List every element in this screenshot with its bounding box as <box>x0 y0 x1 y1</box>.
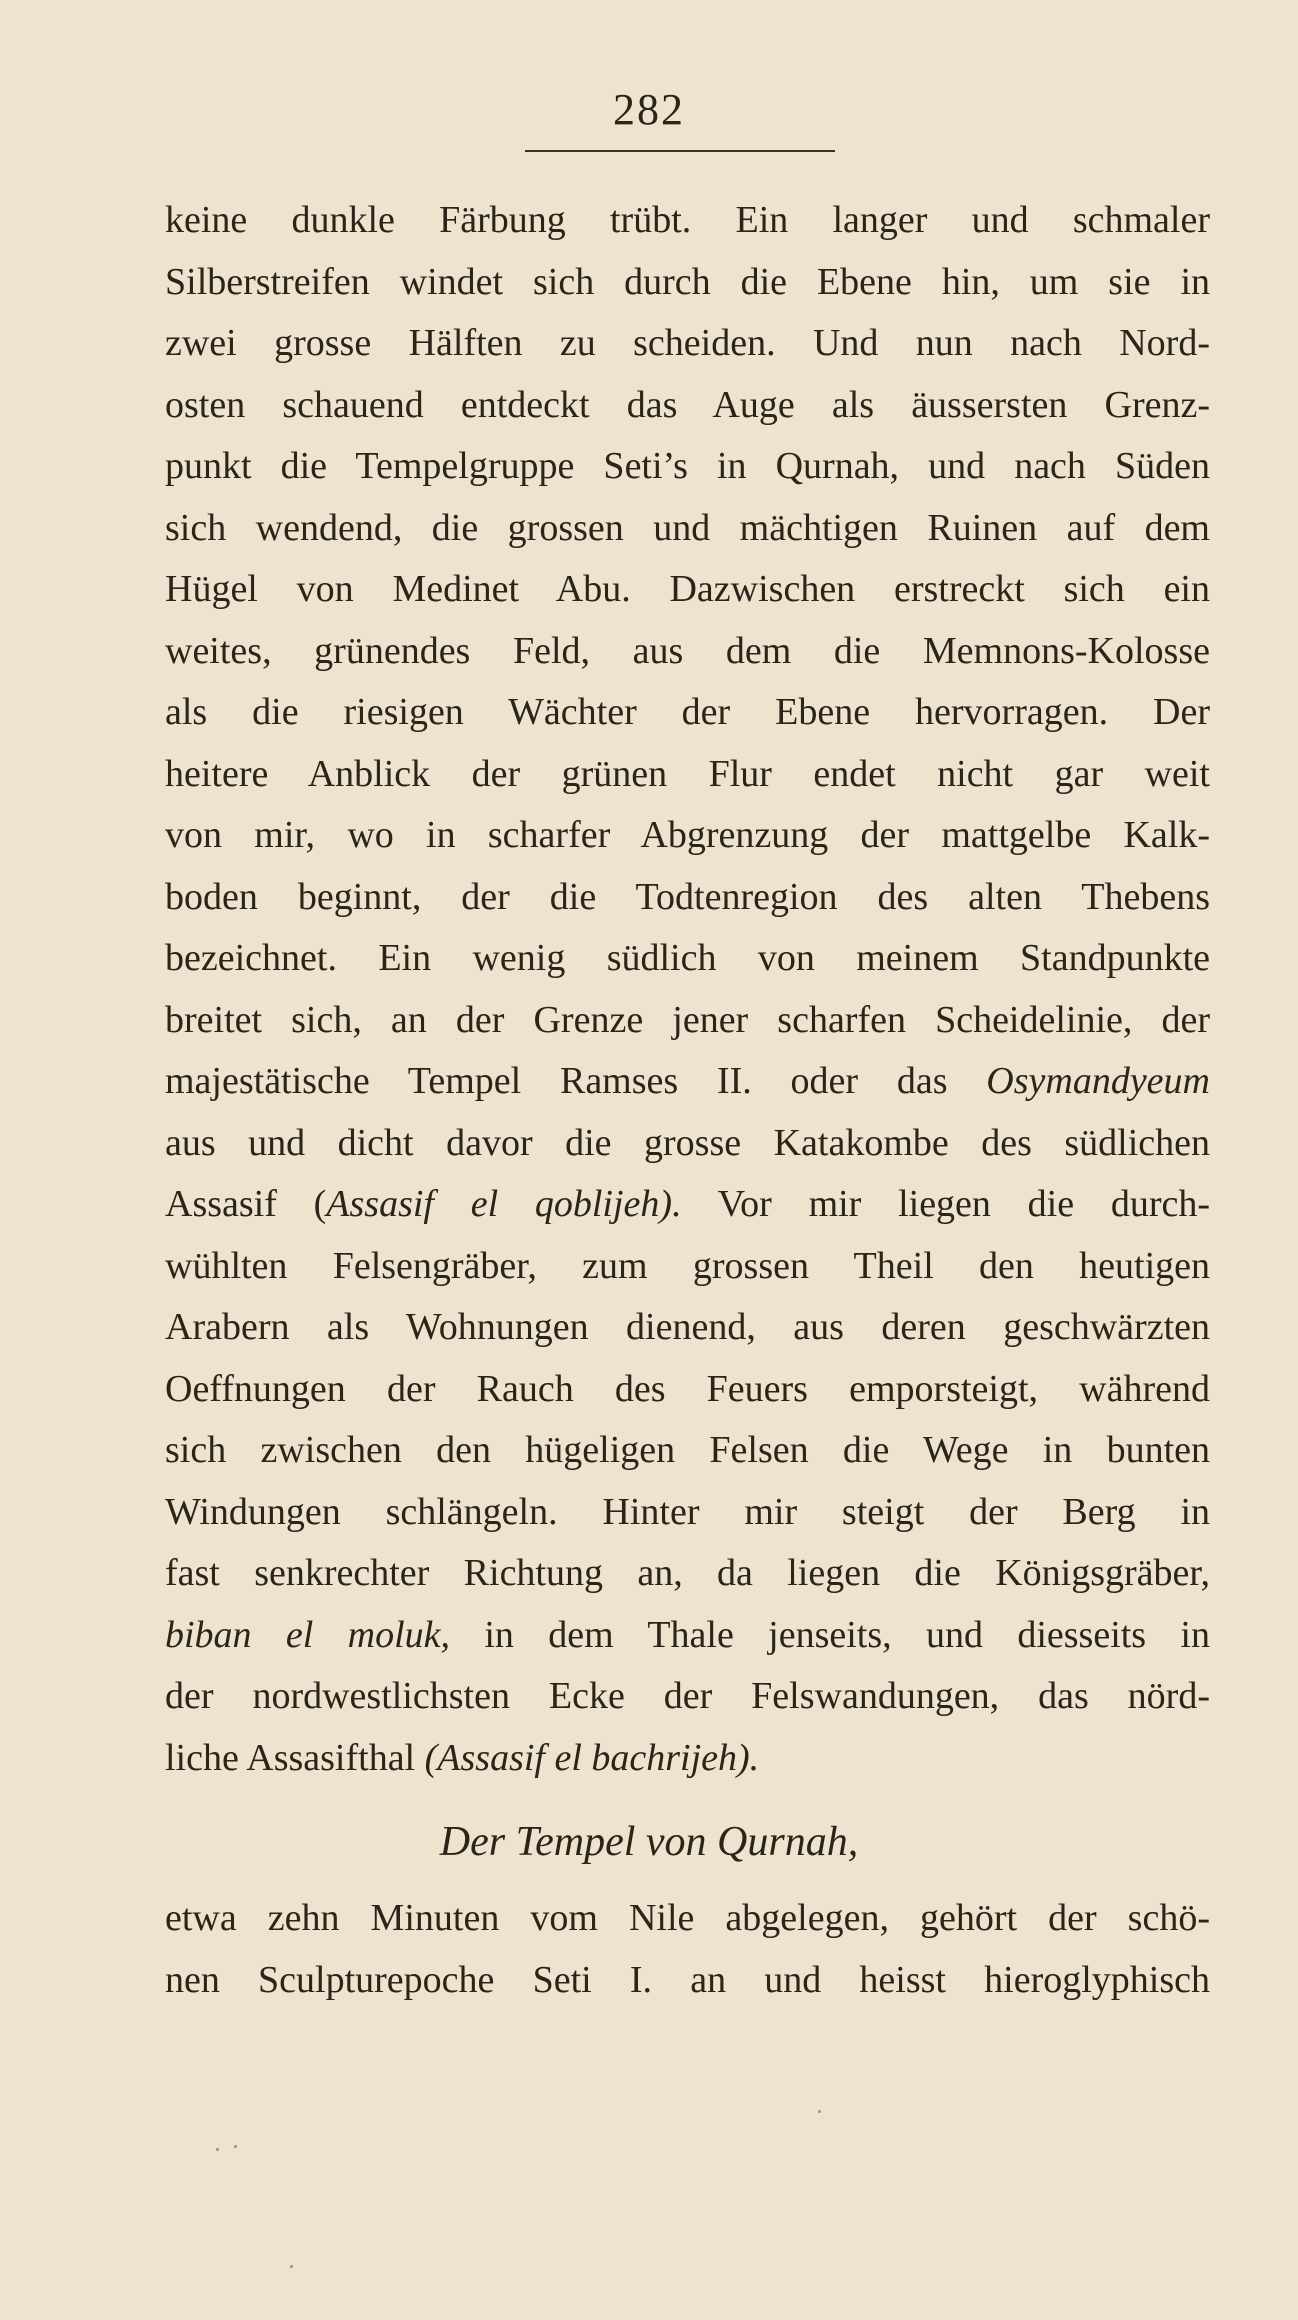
text-line <box>165 375 1210 437</box>
text-segment: fast senkrechter Richtung an, da liegen die Königsgräber, <box>165 1552 1210 1594</box>
text-line <box>165 1950 1210 2012</box>
page-number: 282 <box>613 85 685 134</box>
text-segment: etwa zehn Minuten vom Nile abgelegen, gehört der schö- <box>165 1897 1210 1939</box>
paper-speck <box>290 2265 293 2268</box>
text-line <box>165 313 1210 375</box>
paper-speck <box>216 2148 219 2151</box>
text-line <box>165 682 1210 744</box>
text-line <box>165 498 1210 560</box>
text-line <box>165 1297 1210 1359</box>
italic-segment: (Assasif el bachrijeh). <box>424 1736 760 1779</box>
text-line <box>165 928 1210 990</box>
text-segment: der nordwestlichsten Ecke der Felswandungen, das nörd- <box>165 1675 1210 1717</box>
text-segment: liche Assasifthal <box>165 1736 425 1779</box>
text-segment: Assasif ( <box>165 1183 327 1225</box>
paragraph-temple-intro <box>165 1888 1210 2011</box>
italic-segment: biban el moluk, <box>165 1613 451 1656</box>
text-segment: Windungen schlängeln. Hinter mir steigt der Berg in <box>165 1490 1210 1533</box>
text-line <box>165 190 1210 252</box>
text-segment: wühlten Felsengräber, zum grossen Theil den heutigen <box>165 1244 1210 1287</box>
text-segment: boden beginnt, der die Todtenregion des alten Thebens <box>165 875 1210 918</box>
text-segment: aus und dicht davor die grosse Katakombe des südlichen <box>165 1121 1210 1164</box>
text-segment: zwei grosse Hälften zu scheiden. Und nun nach Nord- <box>165 322 1210 364</box>
text-line <box>165 990 1210 1052</box>
text-line <box>165 1543 1210 1605</box>
italic-segment: Assasif el qoblijeh). <box>326 1183 682 1225</box>
header-rule <box>525 150 835 152</box>
paragraph-main <box>165 190 1210 1789</box>
text-segment: in dem Thale jenseits, und diesseits in <box>450 1613 1210 1656</box>
text-line <box>165 1236 1210 1298</box>
paper-speck <box>818 2110 821 2113</box>
text-segment: breitet sich, an der Grenze jener scharfen Scheidelinie, der <box>165 998 1210 1041</box>
text-line <box>165 867 1210 929</box>
text-segment: Arabern als Wohnungen dienend, aus deren geschwärzten <box>165 1306 1210 1348</box>
text-segment: Vor mir liegen die durch- <box>681 1183 1210 1225</box>
text-segment: heitere Anblick der grünen Flur endet nicht gar weit <box>165 752 1210 795</box>
text-segment: sich wendend, die grossen und mächtigen Ruinen auf dem <box>165 506 1210 549</box>
text-line <box>165 1888 1210 1950</box>
text-segment: punkt die Tempelgruppe Seti’s in Qurnah, und nach Süden <box>165 445 1210 487</box>
text-line <box>165 252 1210 314</box>
text-segment: keine dunkle Färbung trübt. Ein langer und schmaler <box>165 199 1210 241</box>
text-line <box>165 1728 1210 1790</box>
text-segment: als die riesigen Wächter der Ebene hervorragen. Der <box>165 691 1210 733</box>
text-line <box>165 1666 1210 1728</box>
text-line <box>165 559 1210 621</box>
section-heading: Der Tempel von Qurnah, <box>439 1819 859 1865</box>
text-segment: Silberstreifen windet sich durch die Ebene hin, um sie in <box>165 260 1210 303</box>
text-line <box>165 744 1210 806</box>
text-segment: osten schauend entdeckt das Auge als äussersten Grenz- <box>165 383 1210 426</box>
text-line <box>165 1359 1210 1421</box>
paper-speck <box>234 2145 237 2148</box>
text-segment: Oeffnungen der Rauch des Feuers emporsteigt, während <box>165 1367 1210 1410</box>
text-line <box>165 436 1210 498</box>
text-line <box>165 1174 1210 1236</box>
text-segment: bezeichnet. Ein wenig südlich von meinem Standpunkte <box>165 937 1210 979</box>
text-segment: Hügel von Medinet Abu. Dazwischen erstreckt sich ein <box>165 568 1210 610</box>
text-line <box>165 621 1210 683</box>
text-line <box>165 805 1210 867</box>
italic-segment: Osymandyeum <box>986 1060 1210 1102</box>
text-line <box>165 1605 1210 1667</box>
text-segment: von mir, wo in scharfer Abgrenzung der mattgelbe Kalk- <box>165 814 1210 856</box>
text-segment: weites, grünendes Feld, aus dem die Memnons-Kolosse <box>165 629 1210 672</box>
text-line <box>165 1482 1210 1544</box>
text-line <box>165 1051 1210 1113</box>
text-segment: sich zwischen den hügeligen Felsen die Wege in bunten <box>165 1429 1210 1471</box>
text-line <box>165 1420 1210 1482</box>
text-line <box>165 1113 1210 1175</box>
text-segment: nen Sculpturepoche Seti I. an und heisst hieroglyphisch <box>165 1958 1210 2001</box>
text-segment: majestätische Tempel Ramses II. oder das <box>165 1060 987 1102</box>
